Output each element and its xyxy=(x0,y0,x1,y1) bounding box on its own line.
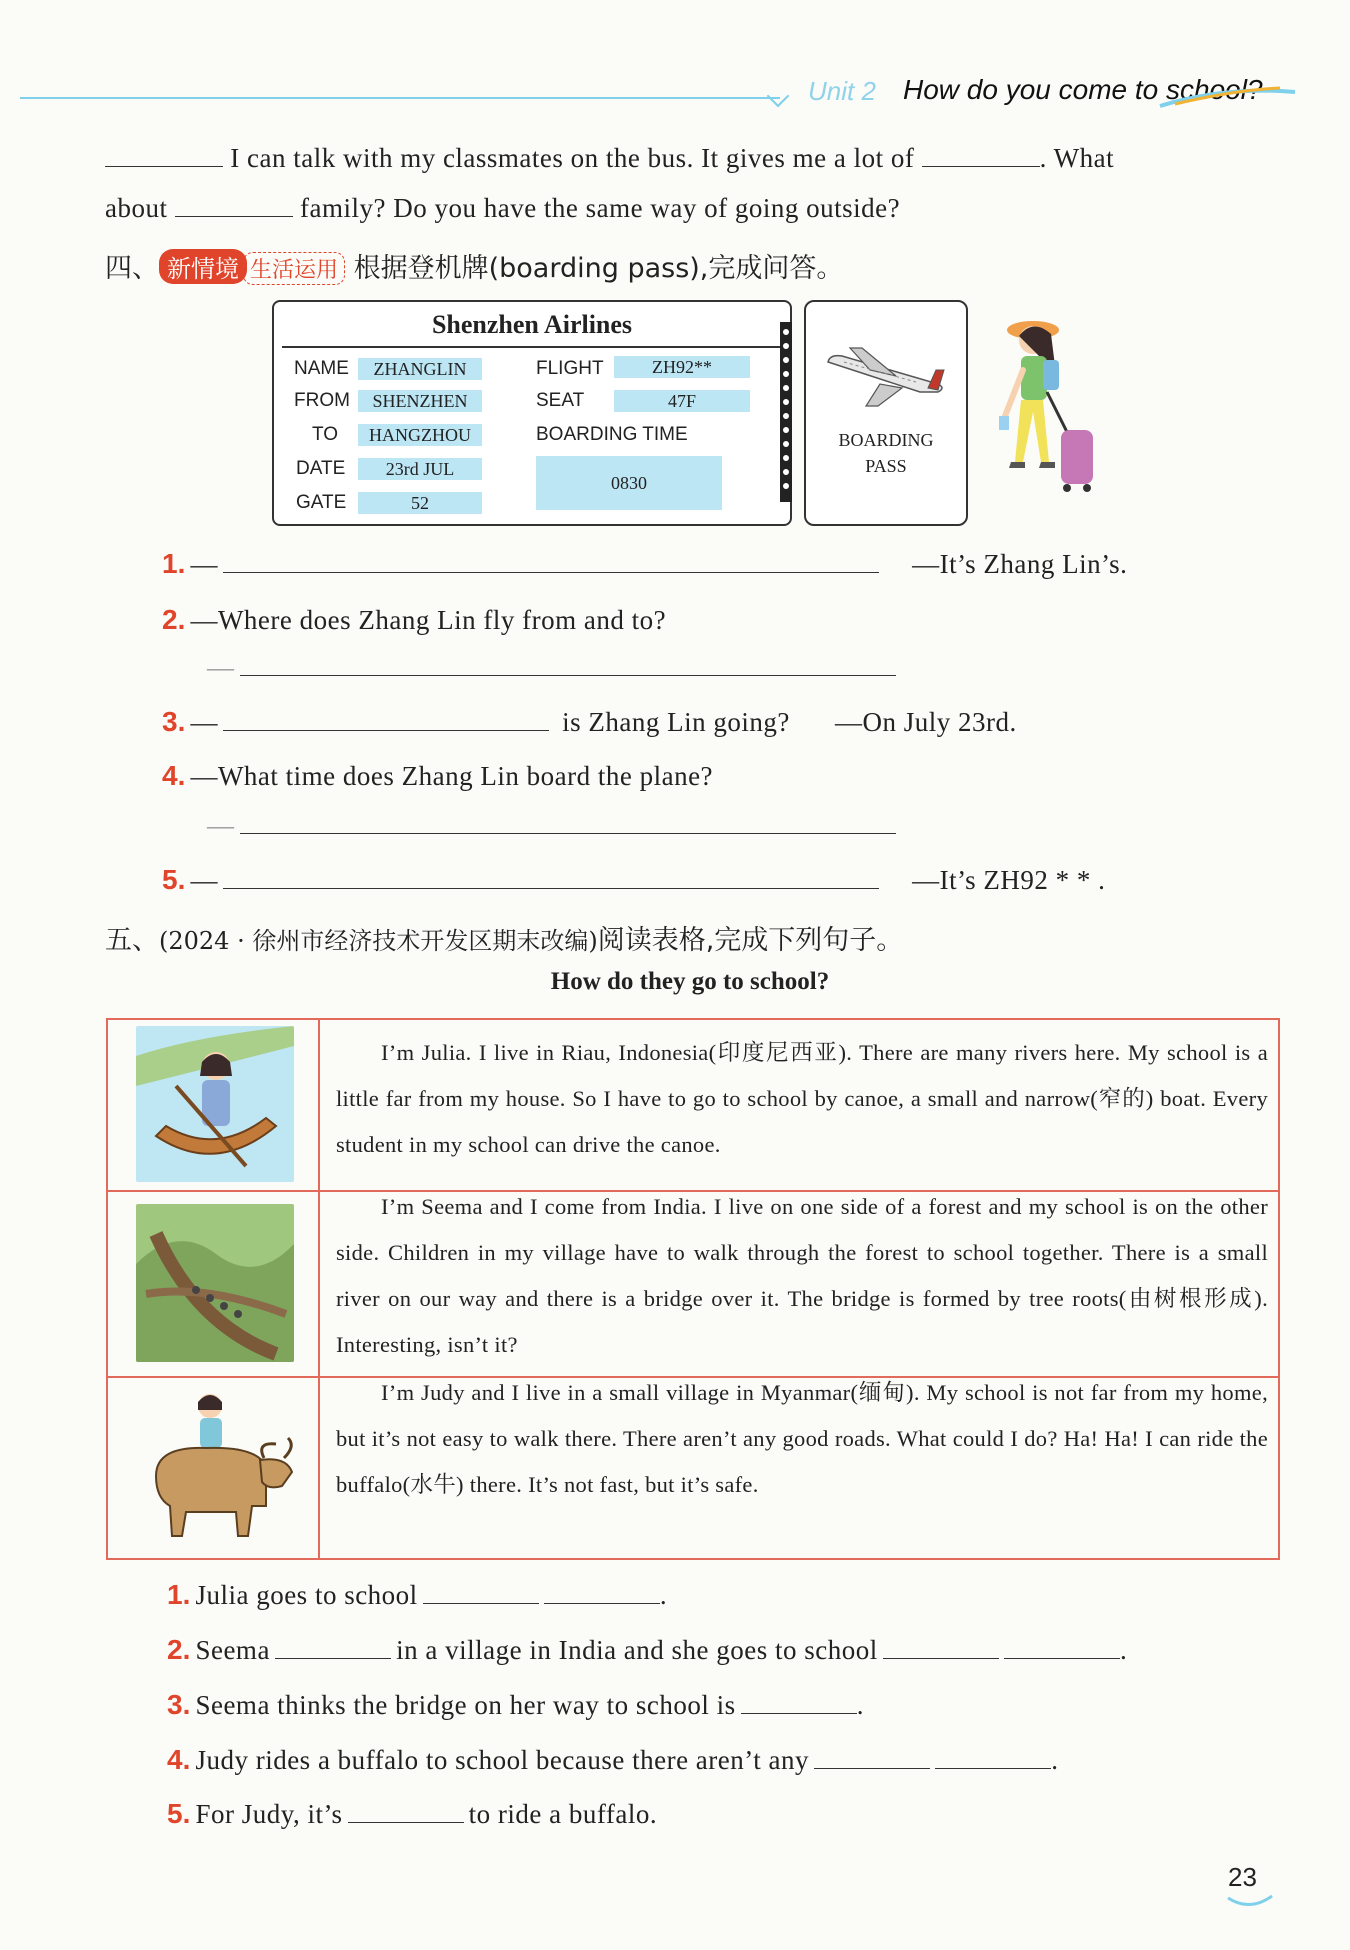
period: . xyxy=(856,1690,864,1720)
period: . xyxy=(659,1580,668,1610)
question-number: 1. xyxy=(162,548,186,579)
julia-passage: I’m Julia. I live in Riau, Indonesia(印度尼西亚). There are many rivers here. My school is a little far from my house. So I have to go to school by canoe, a small and narrow(窄的) boat. Every student in my school can drive the canoe. xyxy=(336,1040,1268,1157)
question-text: Seema thinks the bridge on her way to school is xyxy=(195,1690,736,1720)
boarding-pass-stub xyxy=(804,300,968,526)
s5-question-5 xyxy=(167,1798,657,1830)
section-5-heading xyxy=(105,918,903,957)
airplane-icon xyxy=(820,340,950,410)
answer-blank[interactable] xyxy=(223,730,549,731)
life-use-tag: 生活运用 xyxy=(243,252,345,285)
divider xyxy=(282,346,782,348)
intro-text: family? Do you have the same way of going outside? xyxy=(300,193,901,223)
section-number: 四、 xyxy=(105,253,159,284)
question-number: 2. xyxy=(162,604,186,635)
canoe-illustration xyxy=(136,1026,294,1182)
s5-question-2 xyxy=(167,1634,1127,1666)
table-row xyxy=(108,1018,1278,1190)
s5-question-3 xyxy=(167,1689,864,1721)
perforation xyxy=(780,322,792,502)
s4-answer-2 xyxy=(207,652,896,683)
question-text: to ride a buffalo. xyxy=(468,1799,658,1829)
unit-label: Unit 2 xyxy=(808,76,876,106)
question-text: Judy rides a buffalo to school because there aren’t any xyxy=(195,1745,810,1775)
flight-value: ZH92** xyxy=(614,356,750,378)
question-number: 5. xyxy=(167,1798,191,1829)
question-number: 4. xyxy=(162,760,186,791)
dash: — xyxy=(190,549,218,579)
blank[interactable] xyxy=(922,166,1040,167)
seat-value: 47F xyxy=(614,390,750,412)
section-instruction: 根据登机牌(boarding pass),完成问答。 xyxy=(353,253,844,284)
to-label: TO xyxy=(312,424,339,445)
blank[interactable] xyxy=(175,216,293,217)
question-number: 1. xyxy=(167,1579,191,1610)
intro-text: I can talk with my classmates on the bus. It gives me a lot of xyxy=(230,143,915,173)
question-number: 2. xyxy=(167,1634,191,1665)
seema-passage: I’m Seema and I come from India. I live on one side of a forest and my school is on the other side. Children in my village have to walk through the forest to school together. There is a small river on our way and there is a bridge over it. The bridge is formed by tree roots(由树根形成). Interesting, isn’t it? xyxy=(336,1194,1268,1357)
answer-blank[interactable] xyxy=(223,572,879,573)
stub-text xyxy=(806,427,966,479)
answer-blank[interactable] xyxy=(423,1603,539,1604)
question-number: 4. xyxy=(167,1744,191,1775)
answer-blank[interactable] xyxy=(275,1658,391,1659)
dash: — xyxy=(190,865,218,895)
answer-blank[interactable] xyxy=(883,1658,999,1659)
answer-blank[interactable] xyxy=(223,888,879,889)
dash: — xyxy=(207,652,235,682)
question-text: —Where does Zhang Lin fly from and to? xyxy=(190,605,667,635)
name-label: NAME xyxy=(294,358,349,379)
header-rule xyxy=(20,97,780,99)
traveler-illustration xyxy=(985,312,1115,512)
dash: — xyxy=(190,707,218,737)
answer-blank[interactable] xyxy=(814,1768,930,1769)
answer-blank[interactable] xyxy=(1004,1658,1120,1659)
name-value: ZHANGLIN xyxy=(358,358,482,380)
judy-passage: I’m Judy and I live in a small village in Myanmar(缅甸). My school is not far from my home, but it’s not easy to walk there. There aren’t any good roads. What could I do? Ha! Ha! I can ride the buffalo(水牛) there. It’s not fast, but it’s safe. xyxy=(336,1380,1268,1497)
s4-question-3 xyxy=(162,706,1017,738)
question-number: 3. xyxy=(162,706,186,737)
buffalo-illustration xyxy=(136,1386,294,1554)
reading-table xyxy=(106,1018,1280,1560)
header-swoosh-icon xyxy=(1155,84,1305,114)
page-swoosh-icon xyxy=(1226,1892,1276,1912)
flight-label: FLIGHT xyxy=(536,358,604,379)
stub-line-1: BOARDING xyxy=(838,430,934,450)
from-label: FROM xyxy=(294,390,350,411)
unit-title: How do you come to school? xyxy=(903,74,1263,105)
answer-blank[interactable] xyxy=(240,833,896,834)
intro-text: . What xyxy=(1039,143,1115,173)
period: . xyxy=(1051,1745,1059,1775)
to-value: HANGZHOU xyxy=(358,424,482,446)
boarding-time-value: 0830 xyxy=(536,456,722,510)
s4-question-1 xyxy=(162,548,1127,580)
question-text: For Judy, it’s xyxy=(195,1799,343,1829)
header-chevron-icon xyxy=(767,85,790,108)
s5-question-1 xyxy=(167,1579,667,1611)
s4-answer-4 xyxy=(207,810,896,841)
intro-line-2 xyxy=(105,193,900,224)
table-row xyxy=(108,1190,1278,1378)
stub-line-2: PASS xyxy=(865,456,907,476)
given-answer: —On July 23rd. xyxy=(834,707,1017,737)
section-source: (2024 · 徐州市经济技术开发区期末改编) xyxy=(159,927,598,955)
date-value: 23rd JUL xyxy=(358,458,482,480)
question-text: in a village in India and she goes to school xyxy=(396,1635,878,1665)
section-number: 五、 xyxy=(105,925,159,956)
question-text: Julia goes to school xyxy=(195,1580,418,1610)
root-bridge-illustration xyxy=(136,1204,294,1362)
given-answer: —It’s ZH92 * * . xyxy=(912,865,1106,895)
question-text: Seema xyxy=(195,1635,270,1665)
section-4-heading xyxy=(105,246,843,285)
question-text: —What time does Zhang Lin board the plane? xyxy=(190,761,714,791)
answer-blank[interactable] xyxy=(741,1713,857,1714)
dash: — xyxy=(207,810,235,840)
period: . xyxy=(1119,1635,1128,1665)
s5-question-4 xyxy=(167,1744,1058,1776)
new-context-tag: 新情境 xyxy=(159,249,247,284)
s4-question-5 xyxy=(162,864,1105,896)
answer-blank[interactable] xyxy=(935,1768,1051,1769)
table-row xyxy=(108,1376,1278,1558)
airline-name: Shenzhen Airlines xyxy=(431,310,633,339)
question-number: 3. xyxy=(167,1689,191,1720)
table-title: How do they go to school? xyxy=(550,968,830,995)
seat-label: SEAT xyxy=(536,390,585,411)
boarding-time-label: BOARDING TIME xyxy=(536,424,688,445)
answer-blank[interactable] xyxy=(240,675,896,676)
boarding-pass xyxy=(272,300,792,526)
gate-value: 52 xyxy=(358,492,482,514)
given-answer: —It’s Zhang Lin’s. xyxy=(912,549,1128,579)
question-text: is Zhang Lin going? xyxy=(562,707,790,737)
from-value: SHENZHEN xyxy=(358,390,482,412)
s4-question-2 xyxy=(162,604,666,636)
gate-label: GATE xyxy=(296,492,347,513)
blank[interactable] xyxy=(105,166,223,167)
s4-question-4 xyxy=(162,760,713,792)
section-instruction: 阅读表格,完成下列句子。 xyxy=(597,925,904,956)
date-label: DATE xyxy=(296,458,346,479)
answer-blank[interactable] xyxy=(348,1822,464,1823)
page-number: 23 xyxy=(1228,1862,1257,1892)
intro-text: about xyxy=(105,193,168,223)
answer-blank[interactable] xyxy=(544,1603,660,1604)
intro-line-1 xyxy=(105,143,1114,174)
question-number: 5. xyxy=(162,864,186,895)
